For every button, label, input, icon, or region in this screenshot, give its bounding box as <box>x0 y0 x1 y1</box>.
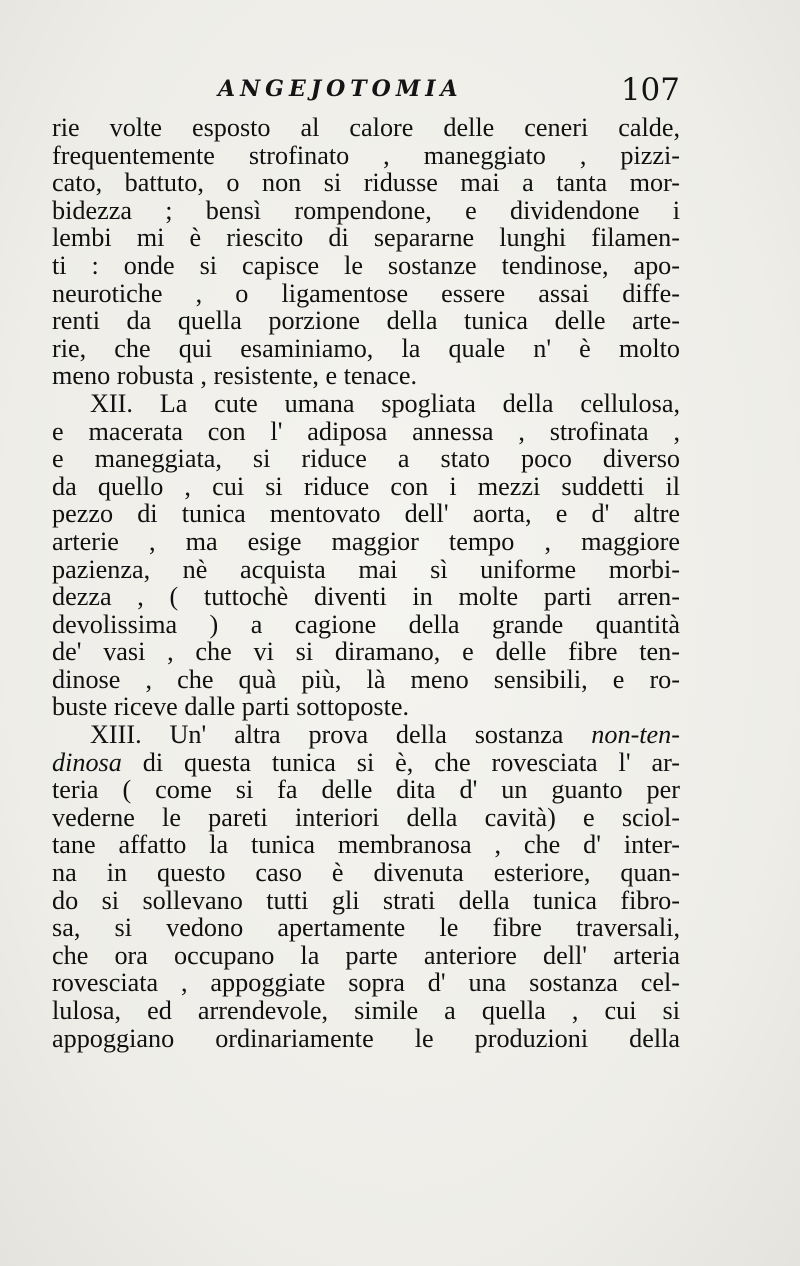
text-line: neurotiche , o ligamentose essere assai diffe- <box>52 278 680 308</box>
text-line: frequentemente strofinato , maneggiato , pizzi- <box>52 140 680 170</box>
text-segment: XIII. Un' altra prova della sostanza <box>90 720 592 750</box>
text-line: do si sollevano tutti gli strati della tunica fibro- <box>52 885 680 915</box>
text-line: buste riceve dalle parti sottoposte. <box>52 692 410 722</box>
text-line: e macerata con l' adiposa annessa , strofinata , <box>52 416 680 446</box>
text-line: sa, si vedono apertamente le fibre traversali, <box>52 913 680 943</box>
text-line: bidezza ; bensì rompendone, e dividendone i <box>52 195 680 225</box>
text-line: rovesciata , appoggiate sopra d' una sostanza cel- <box>52 968 680 998</box>
text-line: dinose , che quà più, là meno sensibili, e ro- <box>52 664 680 694</box>
text-line: lulosa, ed arrendevole, simile a quella , cui si <box>52 996 680 1025</box>
text-line: appoggiano ordinariamente le produzioni della <box>52 1023 680 1053</box>
text-line: teria ( come si fa delle dita d' un guanto per <box>52 775 680 805</box>
text-line: lembi mi è riescito di separarne lunghi filamen- <box>52 223 680 253</box>
text-line: renti da quella porzione della tunica delle arte- <box>52 306 680 336</box>
text-line: dezza , ( tuttochè diventi in molte parti arren- <box>52 582 680 612</box>
text-line: rie, che qui esaminiamo, la quale n' è molto <box>52 333 680 363</box>
text-line <box>52 749 680 777</box>
text-line: che ora occupano la parte anteriore dell' arteria <box>52 940 680 970</box>
text-line: pazienza, nè acquista mai sì uniforme morbi- <box>52 554 680 584</box>
italic-term: non-ten- <box>591 720 680 750</box>
italic-term: dinosa <box>52 747 122 777</box>
text-line: da quello , cui si riduce con i mezzi suddetti il <box>52 471 680 501</box>
text-segment: di questa tunica si è, che rovesciata l' ar- <box>121 747 680 777</box>
text-line: XII. La cute umana spogliata della cellulosa, <box>90 388 680 418</box>
text-line: tane affatto la tunica membranosa , che d' inter- <box>52 830 680 860</box>
text-line: de' vasi , che vi si diramano, e delle fibre ten- <box>52 637 680 667</box>
text-line: na in questo caso è divenuta esteriore, quan- <box>52 858 680 888</box>
running-title: ANGEJOTOMIA <box>218 76 463 102</box>
text-line: devolissima ) a cagione della grande quantità <box>52 609 680 639</box>
paragraph-xii <box>52 390 680 721</box>
text-line: cato, battuto, o non si ridusse mai a tanta mor- <box>52 168 680 198</box>
page-number: 107 <box>620 72 680 108</box>
text-line: rie volte esposto al calore delle ceneri calde, <box>52 113 680 142</box>
text-line: arterie , ma esige maggior tempo , maggiore <box>52 526 680 556</box>
paragraph-xiii <box>52 721 680 1052</box>
page-header <box>50 68 680 108</box>
text-line: meno robusta , resistente, e tenace. <box>52 361 418 391</box>
body-text <box>52 114 680 1052</box>
text-line: vederne le pareti interiori della cavità) e sciol- <box>52 802 680 832</box>
text-line: ti : onde si capisce le sostanze tendinose, apo- <box>52 250 680 280</box>
paragraph-continuation <box>52 114 680 390</box>
text-line: e maneggiata, si riduce a stato poco diverso <box>52 444 680 474</box>
text-line: pezzo di tunica mentovato dell' aorta, e d' altre <box>52 499 680 529</box>
text-line <box>52 721 680 749</box>
